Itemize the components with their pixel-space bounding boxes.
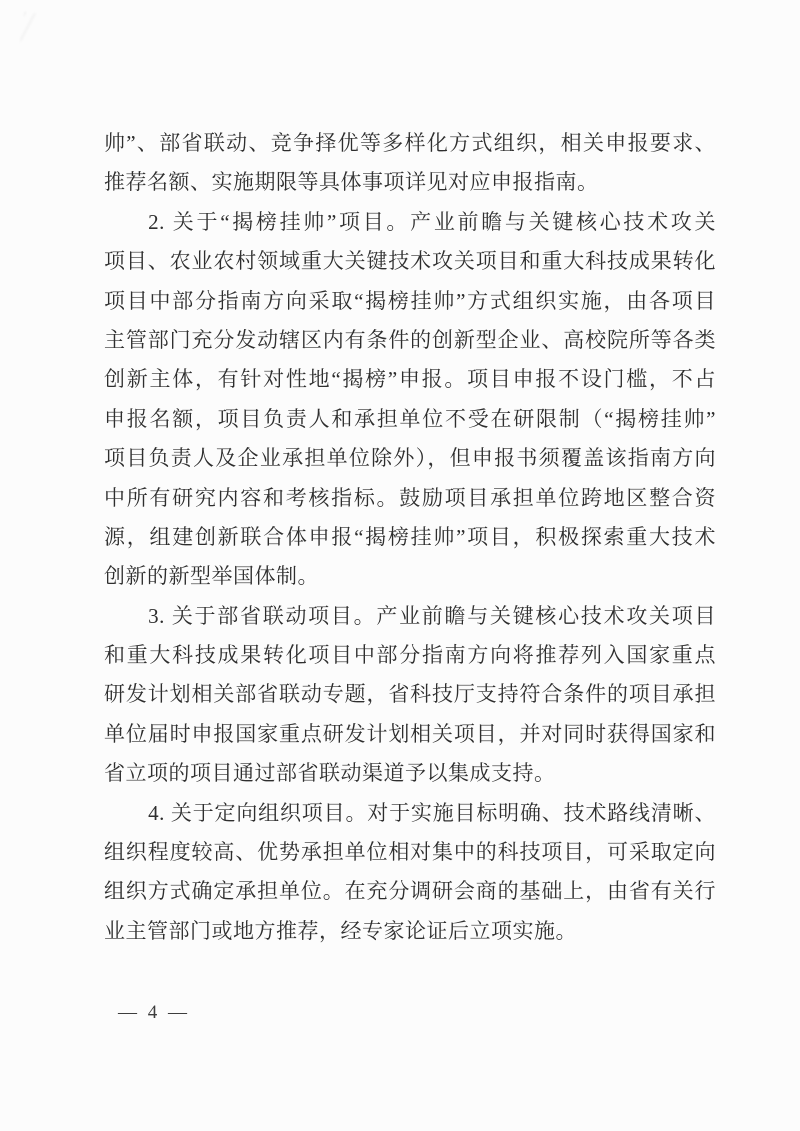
text-line: 3. 关于部省联动项目。产业前瞻与关键核心技术攻关项目 [148, 603, 716, 628]
text-line: 项目、农业农村领域重大关键技术攻关项目和重大科技成果转化 [104, 249, 716, 274]
text-line: 项目中部分指南方向采取“揭榜挂帅”方式组织实施，由各项目 [104, 288, 716, 313]
page-number: — 4 — [118, 1002, 190, 1023]
text-line: 创新的新型举国体制。 [104, 564, 319, 589]
text-line: 4. 关于定向组织项目。对于实施目标明确、技术路线清晰、 [148, 800, 716, 825]
text-line: 推荐名额、实施期限等具体事项详见对应申报指南。 [104, 170, 599, 195]
text-line: 组织程度较高、优势承担单位相对集中的科技项目，可采取定向 [104, 840, 716, 865]
text-line: 2. 关于“揭榜挂帅”项目。产业前瞻与关键核心技术攻关 [148, 209, 716, 234]
text-line: 组织方式确定承担单位。在充分调研会商的基础上，由省有关行 [104, 879, 716, 904]
text-line: 省立项的项目通过部省联动渠道予以集成支持。 [104, 761, 556, 786]
scan-artifact [20, 12, 58, 48]
text-line: 申报名额，项目负责人和承担单位不受在研限制（“揭榜挂帅” [104, 406, 716, 431]
text-line: 业主管部门或地方推荐，经专家论证后立项实施。 [104, 918, 577, 943]
text-line: 和重大科技成果转化项目中部分指南方向将推荐列入国家重点 [104, 643, 716, 668]
document-body [104, 124, 716, 951]
text-line: 帅”、部省联动、竞争择优等多样化方式组织，相关申报要求、 [104, 131, 716, 155]
text-line: 创新主体，有针对性地“揭榜”申报。项目申报不设门槛，不占 [104, 367, 716, 392]
text-line: 中所有研究内容和考核指标。鼓励项目承担单位跨地区整合资 [104, 485, 716, 510]
text-line: 源，组建创新联合体申报“揭榜挂帅”项目，积极探索重大技术 [104, 524, 716, 549]
text-line: 主管部门充分发动辖区内有条件的创新型企业、高校院所等各类 [104, 327, 716, 352]
text-line: 单位届时申报国家重点研发计划相关项目，并对同时获得国家和 [104, 721, 716, 746]
text-line: 研发计划相关部省联动专题，省科技厅支持符合条件的项目承担 [104, 682, 716, 707]
text-line: 项目负责人及企业承担单位除外），但申报书须覆盖该指南方向 [104, 446, 716, 471]
